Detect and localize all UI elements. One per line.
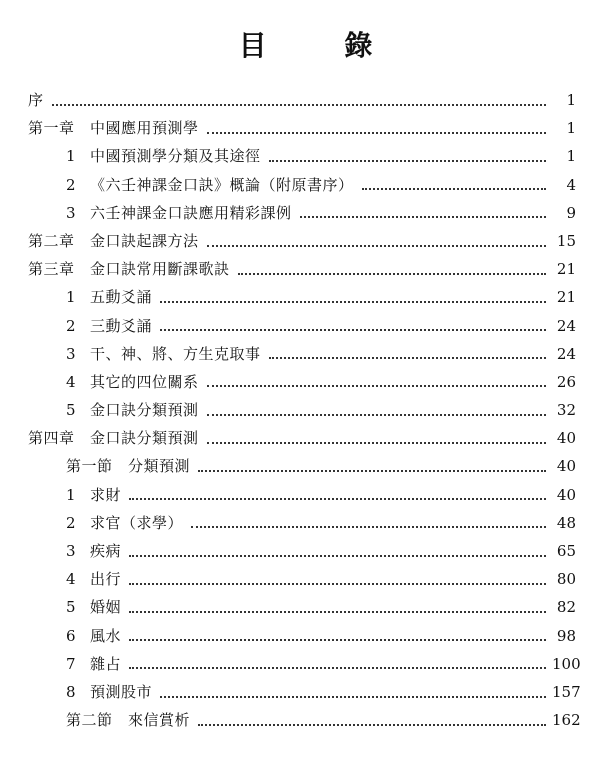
page-title: 目 錄 — [238, 29, 407, 62]
toc-entry-subchapter-1[interactable] — [28, 452, 576, 480]
toc-entry-section[interactable] — [28, 312, 576, 340]
toc-entry-page: 40 — [556, 485, 576, 504]
toc-entry-number: 1 — [66, 147, 77, 166]
toc-entry-label: 第一章 中國應用預測學 — [28, 119, 199, 138]
dot-leader — [129, 582, 546, 585]
toc-entry-preface[interactable] — [28, 86, 576, 114]
toc-entry-page: 162 — [552, 711, 581, 730]
toc-entry-label: 4 出行 — [66, 565, 121, 593]
toc-entry-page: 21 — [556, 288, 576, 307]
dot-leader — [198, 723, 546, 726]
toc-entry-number: 6 — [66, 626, 77, 645]
toc-entry-page: 80 — [556, 570, 576, 589]
toc-entry-label: 1 求財 — [66, 481, 121, 509]
toc-entry-label: 3 六壬神課金口訣應用精彩課例 — [66, 199, 292, 227]
dot-leader — [300, 215, 546, 218]
dot-leader — [129, 638, 546, 641]
toc-entry-number: 3 — [66, 344, 77, 363]
toc-entry-number: 2 — [66, 175, 77, 194]
dot-leader — [269, 356, 546, 359]
toc-entry-page: 15 — [556, 231, 576, 250]
toc-entry-number: 1 — [66, 485, 77, 504]
dot-leader — [129, 554, 546, 557]
toc-entry-label: 第二節 來信賞析 — [66, 711, 191, 730]
dot-leader — [269, 159, 546, 162]
toc-entry-label: 1 中國預測學分類及其途徑 — [66, 142, 261, 170]
dot-leader — [207, 244, 546, 247]
toc-entry-page: 24 — [556, 344, 576, 363]
toc-entry-page: 1 — [566, 147, 576, 166]
toc-entry-section[interactable] — [28, 283, 576, 311]
toc-entry-label: 6 風水 — [66, 622, 121, 650]
toc-entry-chapter-4[interactable] — [28, 424, 576, 452]
toc-entry-number: 4 — [66, 372, 77, 391]
toc-entry-page: 1 — [566, 119, 576, 138]
toc-entry-page: 48 — [556, 513, 576, 532]
toc-entry-number: 5 — [66, 401, 77, 420]
toc-entry-section[interactable] — [28, 650, 581, 678]
toc-entry-label: 4 其它的四位關系 — [66, 368, 199, 396]
toc-entry-page: 9 — [566, 203, 576, 222]
toc-entry-label: 2 《六壬神課金口訣》概論（附原書序） — [66, 171, 354, 199]
dot-leader — [362, 187, 546, 190]
dot-leader — [52, 103, 546, 106]
toc-entry-label: 5 婚姻 — [66, 593, 121, 621]
toc-entry-number: 3 — [66, 542, 77, 560]
toc-entry-section[interactable] — [28, 678, 581, 706]
toc-entry-label: 8 預測股市 — [66, 678, 152, 706]
toc-entry-page: 24 — [556, 316, 576, 335]
dot-leader — [160, 328, 546, 331]
toc-entry-label: 第二章 金口訣起課方法 — [28, 231, 199, 250]
toc-entry-chapter-2[interactable] — [28, 227, 576, 255]
toc-entry-label: 序 — [28, 91, 44, 109]
toc-entry-page: 21 — [556, 260, 576, 279]
toc-entry-section[interactable] — [28, 199, 576, 227]
toc-entry-page: 82 — [556, 598, 576, 617]
toc-entry-page: 40 — [556, 457, 576, 476]
dot-leader — [207, 441, 546, 444]
table-of-contents — [28, 86, 581, 734]
dot-leader — [207, 131, 546, 134]
toc-entry-page: 26 — [556, 372, 576, 391]
toc-entry-section[interactable] — [28, 509, 576, 537]
toc-entry-number: 2 — [66, 513, 77, 532]
toc-entry-number: 3 — [66, 203, 77, 222]
toc-entry-label: 第三章 金口訣常用斷課歌訣 — [28, 260, 230, 279]
toc-entry-number: 7 — [66, 654, 77, 673]
toc-entry-label: 3 干、神、將、方生克取事 — [66, 340, 261, 368]
toc-entry-label: 1 五動爻誦 — [66, 283, 152, 311]
toc-entry-page: 65 — [556, 542, 576, 560]
dot-leader — [207, 413, 546, 416]
toc-entry-label: 第一節 分類預測 — [66, 457, 191, 476]
toc-entry-label: 2 三動爻誦 — [66, 312, 152, 340]
toc-entry-number: 5 — [66, 598, 77, 617]
toc-entry-section[interactable] — [28, 368, 576, 396]
toc-entry-section[interactable] — [28, 537, 576, 565]
toc-entry-section[interactable] — [28, 396, 576, 424]
toc-entry-label: 3 疾病 — [66, 537, 121, 565]
toc-entry-number: 2 — [66, 316, 77, 335]
toc-entry-label: 第四章 金口訣分類預測 — [28, 429, 199, 448]
toc-entry-section[interactable] — [28, 142, 576, 170]
toc-entry-page: 32 — [556, 401, 576, 420]
dot-leader — [191, 525, 546, 528]
toc-entry-subchapter-2[interactable] — [28, 706, 581, 734]
toc-entry-number: 8 — [66, 682, 77, 701]
toc-entry-section[interactable] — [28, 622, 576, 650]
dot-leader — [238, 272, 546, 275]
toc-entry-section[interactable] — [28, 565, 576, 593]
toc-entry-chapter-3[interactable] — [28, 255, 576, 283]
toc-entry-page: 1 — [566, 91, 576, 109]
toc-entry-page: 157 — [552, 682, 581, 701]
dot-leader — [160, 300, 546, 303]
toc-entry-section[interactable] — [28, 481, 576, 509]
toc-entry-page: 98 — [556, 626, 576, 645]
dot-leader — [129, 497, 546, 500]
toc-entry-page: 100 — [552, 654, 581, 673]
dot-leader — [160, 695, 546, 698]
dot-leader — [129, 610, 546, 613]
dot-leader — [198, 469, 546, 472]
toc-entry-page: 40 — [556, 429, 576, 448]
toc-entry-label: 2 求官（求學） — [66, 509, 183, 537]
toc-entry-label: 7 雜占 — [66, 650, 121, 678]
toc-entry-chapter-1[interactable] — [28, 114, 576, 142]
toc-entry-section[interactable] — [28, 340, 576, 368]
toc-entry-page: 4 — [566, 175, 576, 194]
dot-leader — [207, 384, 546, 387]
toc-entry-section[interactable] — [28, 593, 576, 621]
toc-entry-section[interactable] — [28, 171, 576, 199]
toc-entry-label: 5 金口訣分類預測 — [66, 396, 199, 424]
dot-leader — [129, 666, 546, 669]
toc-entry-number: 4 — [66, 570, 77, 589]
toc-entry-number: 1 — [66, 288, 77, 307]
